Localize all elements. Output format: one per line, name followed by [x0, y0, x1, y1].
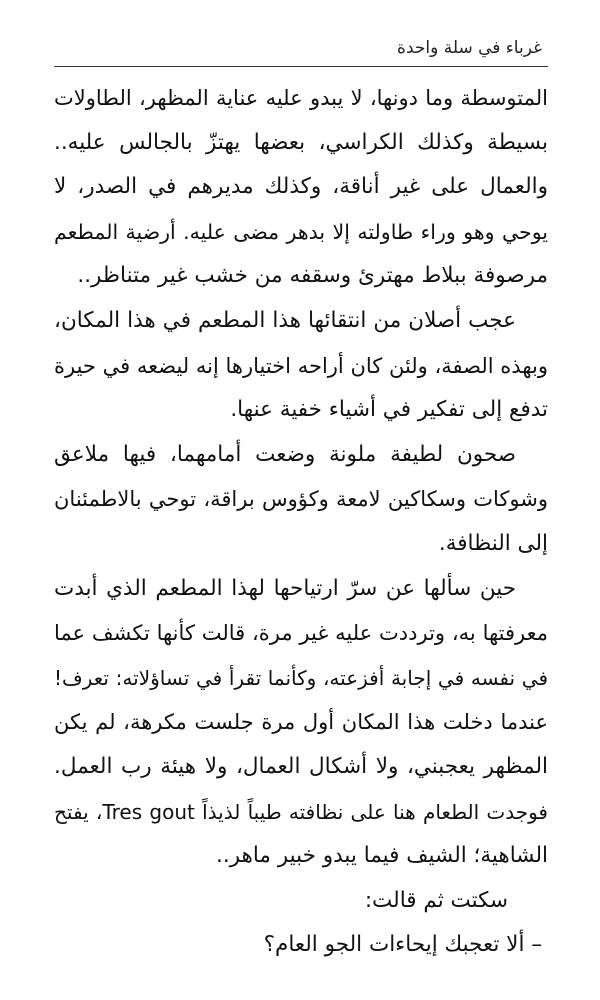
text-line: عندما دخلت هذا المكان أول مرة جلست مكرهة، لم يكن	[54, 710, 548, 735]
text-line: تدفع إلى تفكير في أشياء خفية عنها.	[230, 397, 548, 423]
text-line: حين سألها عن سرّ ارتياحها لهذا المطعم الذي أبدت	[54, 575, 516, 601]
dialogue-line: – ألا تعجبك إيحاءات الجو العام؟	[263, 932, 542, 958]
body-text	[54, 76, 548, 968]
text-line: وبهذه الصفة، ولئن كان أراحه اختيارها إنه ليضعه في حيرة	[54, 353, 548, 378]
text-line: والعمال على غير أناقة، وكذلك مديرهم في الصدر، لا	[54, 174, 548, 200]
text-line: صحون لطيفة ملونة وضعت أمامهما، فيها ملاعق	[54, 441, 516, 467]
text-line: مرصوفة ببلاط مهترئ وسقفه من خشب غير متناظر..	[77, 263, 548, 289]
text-line: بسيطة وكذلك الكراسي، بعضها يهتزّ بالجالس عليه..	[54, 129, 548, 155]
text-line: فوجدت الطعام هنا على نظافته طيباً لذيذاً Tres gout، يفتح	[54, 799, 548, 824]
text-line: المتوسطة وما دونها، لا يبدو عليه عناية المظهر، الطاولات	[54, 86, 548, 110]
text-line: يوحي وهو وراء طاولته إلا بدهر مضى عليه. أرضية المطعم	[54, 219, 548, 244]
text-line: وشوكات وسكاكين لامعة وكؤوس براقة، توحي بالاطمئنان	[54, 487, 548, 512]
header-rule	[54, 66, 548, 67]
running-header: غرباء في سلة واحدة	[397, 38, 542, 58]
text-line: الشاهية؛ الشيف فيما يبدو خبير ماهر..	[215, 843, 548, 869]
text-line: سكتت ثم قالت:	[364, 887, 508, 913]
text-line: المظهر يعجبني، ولا أشكال العمال، ولا هيئة رب العمل.	[54, 753, 548, 779]
text-line: إلى النظافة.	[438, 530, 548, 556]
text-line: عجب أصلان من انتقائها هذا المطعم في هذا المكان،	[54, 307, 516, 333]
text-line: في نفسه في إجابة أفزعته، وكأنما تقرأ في تساؤلاته: تعرف!	[54, 665, 548, 690]
text-line: معرفتها به، وترددت عليه غير مرة، قالت كأنها تكشف عما	[54, 621, 548, 646]
